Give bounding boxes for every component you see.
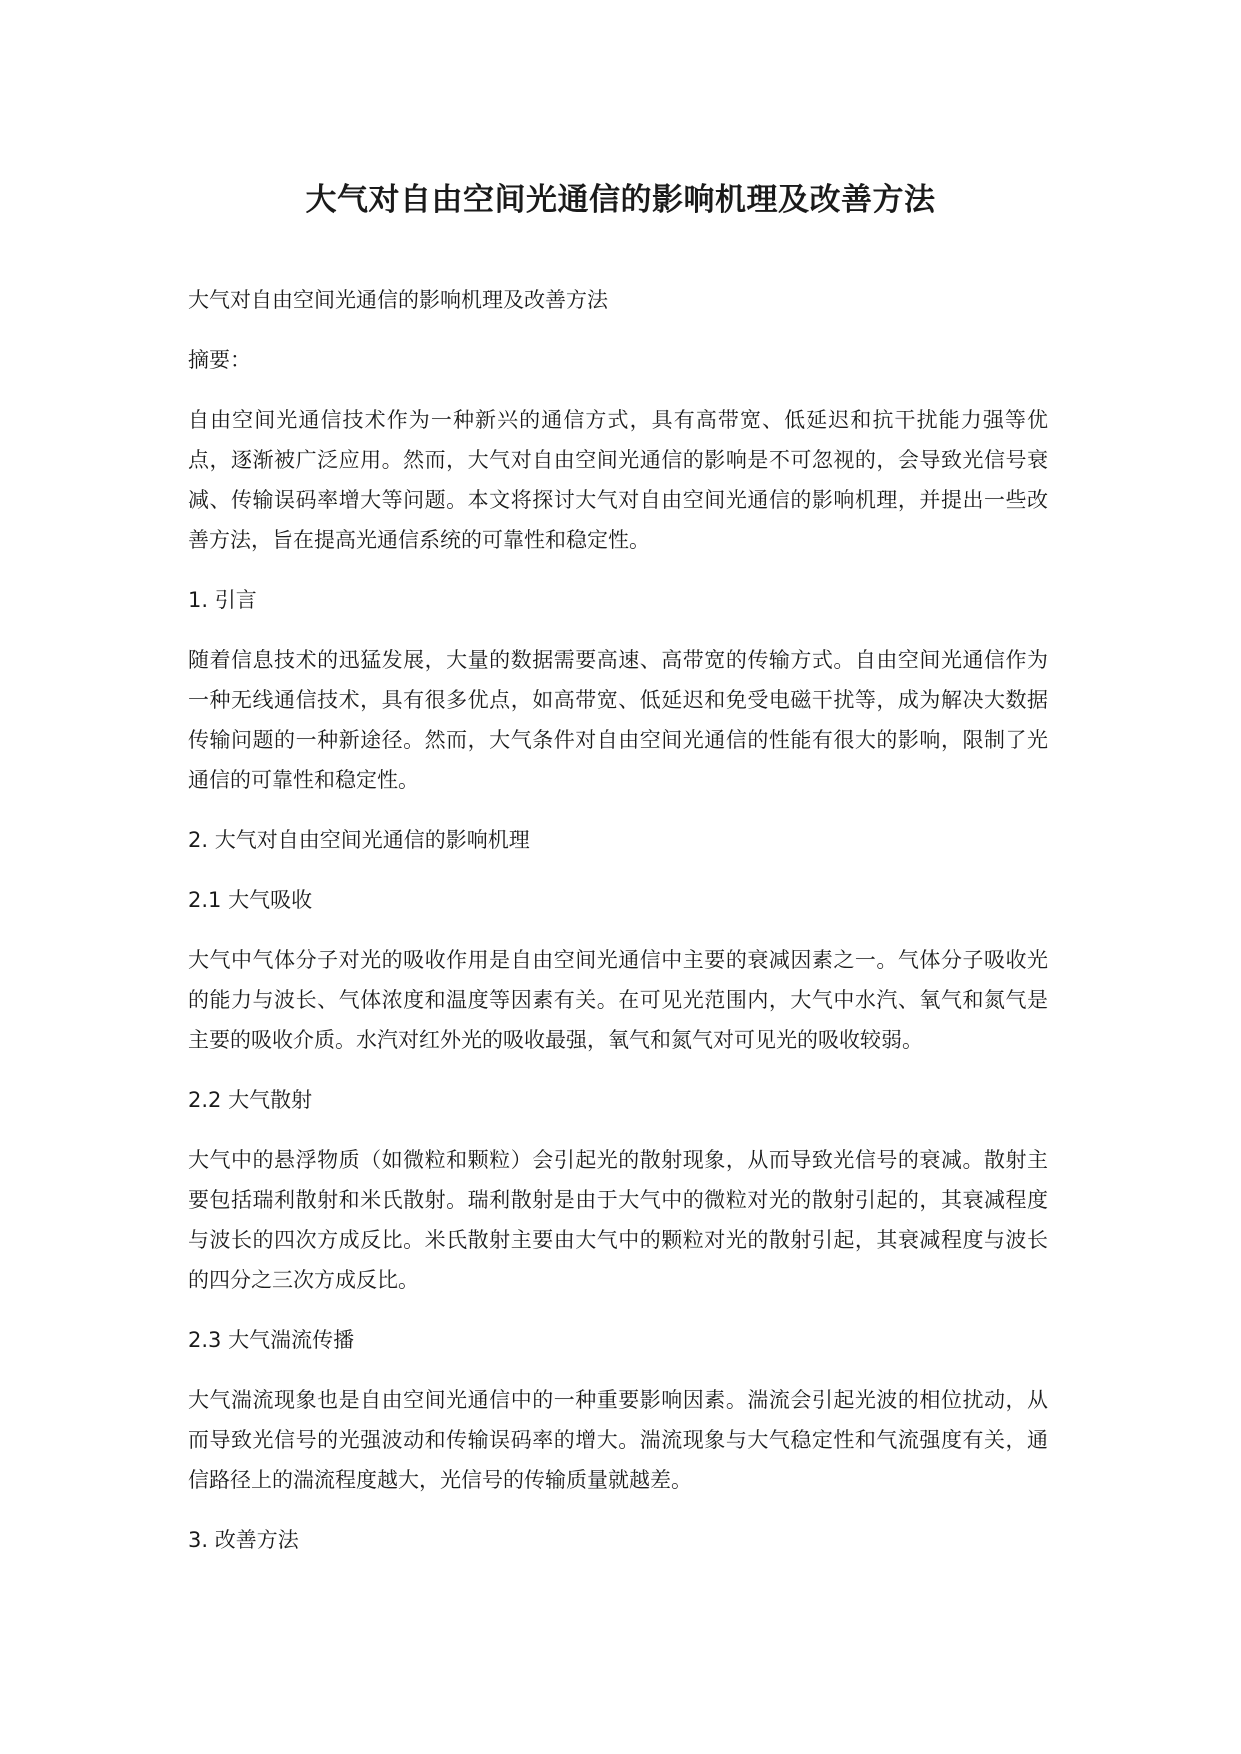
document-subtitle: 大气对自由空间光通信的影响机理及改善方法 xyxy=(188,288,608,312)
section-2-2-heading: 2.2 大气散射 xyxy=(188,1088,313,1112)
abstract-label: 摘要： xyxy=(188,348,251,372)
document-body xyxy=(188,280,1048,1580)
section-1-paragraph: 随着信息技术的迅猛发展，大量的数据需要高速、高带宽的传输方式。自由空间光通信作为一种无线通信技术，具有很多优点，如高带宽、低延迟和免受电磁干扰等，成为解决大数据传输问题的一种新途径。然而，大气条件对自由空间光通信的性能有很大的影响，限制了光通信的可靠性和稳定性。 xyxy=(188,648,1048,792)
section-2-1-paragraph: 大气中气体分子对光的吸收作用是自由空间光通信中主要的衰减因素之一。气体分子吸收光的能力与波长、气体浓度和温度等因素有关。在可见光范围内，大气中水汽、氧气和氮气是主要的吸收介质。水汽对红外光的吸收最强，氧气和氮气对可见光的吸收较弱。 xyxy=(188,948,1048,1052)
section-2-heading: 2. 大气对自由空间光通信的影响机理 xyxy=(188,828,530,852)
section-2-1-heading: 2.1 大气吸收 xyxy=(188,888,313,912)
document-title: 大气对自由空间光通信的影响机理及改善方法 xyxy=(305,182,936,218)
section-1-heading: 1. 引言 xyxy=(188,588,257,612)
section-3-heading: 3. 改善方法 xyxy=(188,1528,299,1552)
section-2-3-paragraph: 大气湍流现象也是自由空间光通信中的一种重要影响因素。湍流会引起光波的相位扰动，从而导致光信号的光强波动和传输误码率的增大。湍流现象与大气稳定性和气流强度有关，通信路径上的湍流程度越大，光信号的传输质量就越差。 xyxy=(188,1388,1048,1492)
section-2-2-paragraph: 大气中的悬浮物质（如微粒和颗粒）会引起光的散射现象，从而导致光信号的衰减。散射主要包括瑞利散射和米氏散射。瑞利散射是由于大气中的微粒对光的散射引起的，其衰减程度与波长的四次方成反比。米氏散射主要由大气中的颗粒对光的散射引起，其衰减程度与波长的四分之三次方成反比。 xyxy=(188,1148,1048,1292)
section-2-3-heading: 2.3 大气湍流传播 xyxy=(188,1328,355,1352)
abstract-paragraph: 自由空间光通信技术作为一种新兴的通信方式，具有高带宽、低延迟和抗干扰能力强等优点，逐渐被广泛应用。然而，大气对自由空间光通信的影响是不可忽视的，会导致光信号衰减、传输误码率增大等问题。本文将探讨大气对自由空间光通信的影响机理，并提出一些改善方法，旨在提高光通信系统的可靠性和稳定性。 xyxy=(188,408,1048,552)
